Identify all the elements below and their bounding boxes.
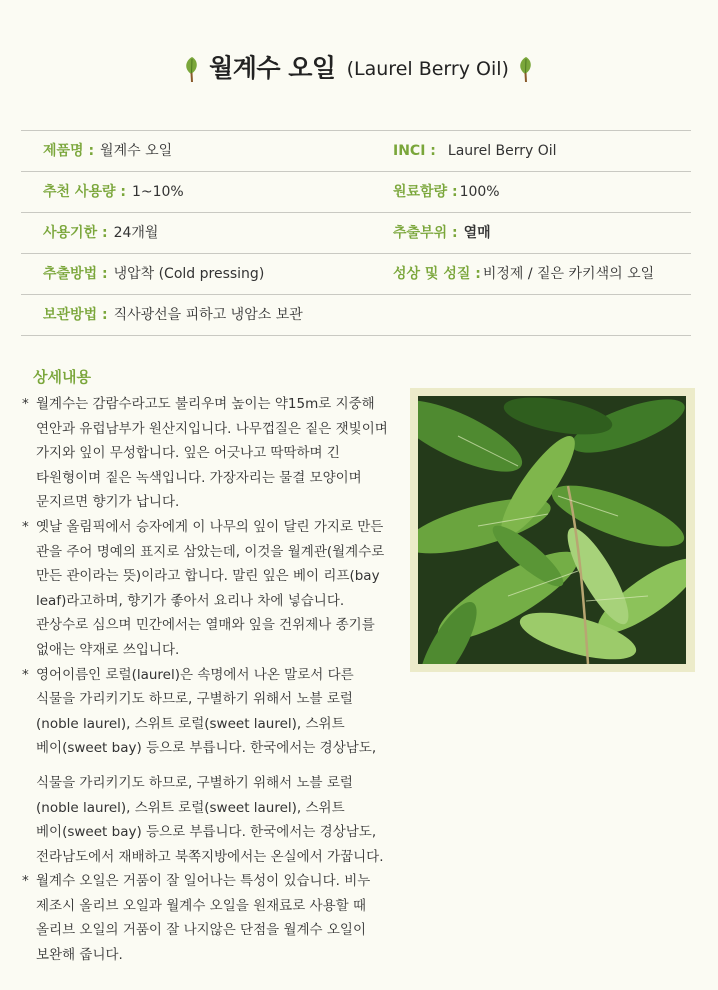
laurel-leaves-photo xyxy=(418,396,686,664)
detail-paragraph xyxy=(22,663,407,761)
spec-label: 제품명 : xyxy=(43,143,95,159)
detail-line: 가지와 잎이 무성합니다. 잎은 어긋나고 딱딱하며 긴 xyxy=(36,445,340,462)
spec-label: 보관방법 : xyxy=(43,307,108,323)
spec-label: 추출부위 : xyxy=(393,225,458,241)
leaf-icon xyxy=(183,55,201,83)
spec-label: 추천 사용량 : xyxy=(43,184,126,200)
spec-label: 추출방법 : xyxy=(43,266,108,282)
page-title xyxy=(0,48,718,88)
spec-value: 1~10% xyxy=(131,184,184,200)
detail-line: * 월계수 오일은 거품이 잘 일어나는 특성이 있습니다. 비누 xyxy=(36,873,371,890)
spec-inci xyxy=(393,131,557,171)
detail-line: 연안과 유럽남부가 원산지입니다. 나무껍질은 짙은 잿빛이며 xyxy=(36,420,388,437)
details-body xyxy=(22,392,407,968)
spec-label: 성상 및 성질 : xyxy=(393,266,481,282)
spec-shelf-life xyxy=(43,213,158,253)
spec-row xyxy=(21,213,691,254)
detail-paragraph xyxy=(22,771,407,869)
detail-line: * 영어이름인 로럴(laurel)은 속명에서 나온 말로서 다른 xyxy=(36,666,354,683)
spec-label: 사용기한 : xyxy=(43,225,108,241)
detail-line: 타원형이며 짙은 녹색입니다. 가장자리는 물결 모양이며 xyxy=(36,469,362,486)
spec-extraction-part xyxy=(393,213,491,253)
photo-frame xyxy=(410,388,695,672)
detail-line: * 월계수는 감람수라고도 불리우며 높이는 약15m로 지중해 xyxy=(36,396,375,412)
detail-line: 올리브 오일의 거품이 잘 나지않은 단점을 월계수 오일이 xyxy=(36,922,366,939)
spec-recommended-usage xyxy=(43,172,184,212)
spec-row xyxy=(21,131,691,172)
detail-paragraph xyxy=(22,869,407,967)
detail-line: 베이(sweet bay) 등으로 부릅니다. 한국에서는 경상남도, xyxy=(36,740,377,757)
paragraph-gap xyxy=(22,761,407,771)
detail-line: 없애는 약재로 쓰입니다. xyxy=(36,641,180,658)
detail-line: 식물을 가리키기도 하므로, 구별하기 위해서 노블 로럴 xyxy=(36,691,353,708)
detail-paragraph xyxy=(22,392,407,515)
detail-line: * 옛날 올림픽에서 승자에게 이 나무의 잎이 달린 가지로 만든 xyxy=(36,518,384,535)
detail-line: 제조시 올리브 오일과 월계수 오일을 원재료로 사용할 때 xyxy=(36,897,366,914)
detail-line: 베이(sweet bay) 등으로 부릅니다. 한국에서는 경상남도, xyxy=(36,824,377,841)
spec-label: INCI : xyxy=(393,143,436,159)
spec-content-ratio xyxy=(393,172,500,212)
spec-value: 비정제 / 짙은 카키색의 오일 xyxy=(482,266,655,282)
spec-extraction-method xyxy=(43,254,264,294)
spec-value: 100% xyxy=(459,184,500,200)
detail-line: 식물을 가리키기도 하므로, 구별하기 위해서 노블 로럴 xyxy=(36,774,353,791)
spec-row xyxy=(21,295,691,336)
spec-table xyxy=(21,130,691,336)
spec-row xyxy=(21,254,691,295)
spec-value: 열매 xyxy=(463,225,491,241)
spec-value: Laurel Berry Oil xyxy=(447,143,557,159)
detail-line: (noble laurel), 스위트 로럴(sweet laurel), 스위트 xyxy=(36,715,345,732)
detail-line: 보완해 줍니다. xyxy=(36,947,123,964)
detail-line: 관을 주어 명예의 표지로 삼았는데, 이것을 월계관(월계수로 xyxy=(36,543,385,560)
spec-value: 냉압착 (Cold pressing) xyxy=(113,266,265,282)
spec-product-name xyxy=(43,131,172,171)
detail-line: 문지르면 향기가 납니다. xyxy=(36,494,180,511)
detail-paragraph xyxy=(22,515,407,663)
title-sub: (Laurel Berry Oil) xyxy=(346,57,509,80)
detail-line: 만든 관이라는 뜻)이라고 합니다. 말린 잎은 베이 리프(bay xyxy=(36,568,380,585)
spec-storage xyxy=(43,295,303,335)
detail-line: leaf)라고하며, 향기가 좋아서 요리나 차에 넣습니다. xyxy=(36,592,345,609)
detail-line: 전라남도에서 재배하고 북쪽지방에서는 온실에서 가꿉니다. xyxy=(36,848,384,865)
spec-value: 24개월 xyxy=(113,225,159,241)
title-main: 월계수 오일 xyxy=(209,53,336,83)
spec-properties xyxy=(393,254,654,294)
leaves-illustration xyxy=(418,396,686,664)
leaf-icon xyxy=(517,55,535,83)
spec-value: 월계수 오일 xyxy=(100,143,173,159)
spec-value: 직사광선을 피하고 냉암소 보관 xyxy=(113,307,303,323)
spec-label: 원료함량 : xyxy=(393,184,458,200)
spec-row xyxy=(21,172,691,213)
detail-line: 관상수로 심으며 민간에서는 열매와 잎을 건위제나 종기를 xyxy=(36,617,375,634)
detail-line: (noble laurel), 스위트 로럴(sweet laurel), 스위트 xyxy=(36,799,345,816)
details-heading: 상세내용 xyxy=(33,368,91,386)
